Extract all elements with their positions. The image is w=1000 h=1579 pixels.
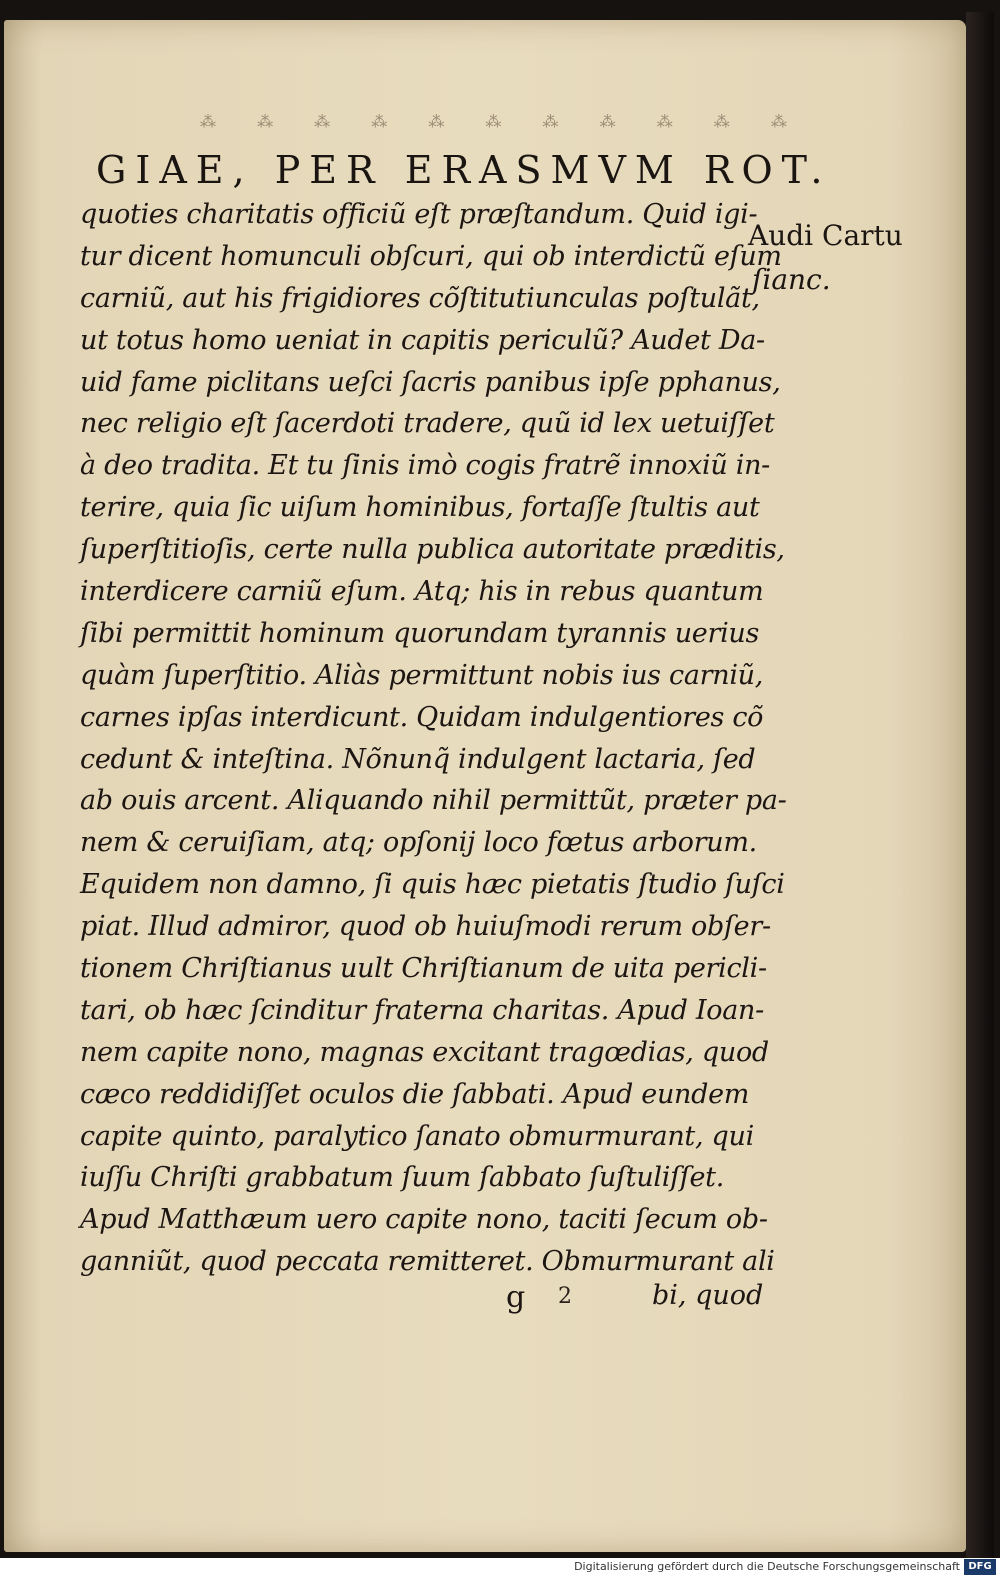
signature-mark: g: [506, 1280, 526, 1315]
marginal-note: [748, 214, 908, 302]
text-line: cæco reddidiſſet oculos die ſabbati. Apud eundem: [80, 1078, 750, 1110]
text-line: quoties charitatis officiũ eſt præſtandum. Quid igi-: [80, 199, 758, 230]
book-fore-edge: [966, 12, 994, 1560]
text-line: Apud Matthæum uero capite nono, taciti ſecum ob-: [80, 1204, 768, 1236]
text-line: à deo tradita. Et tu ſinis imò cogis fratrẽ innoxiũ in-: [80, 450, 770, 482]
text-line: nem capite nono, magnas excitant tragœdias, quod: [80, 1036, 769, 1068]
body-text: [80, 194, 787, 1283]
text-line: piat. Illud admiror, quod ob huiuſmodi rerum obſer-: [80, 911, 771, 943]
running-head: GIAE, PER ERASMVM ROT.: [96, 148, 832, 192]
digitization-footer: [0, 1558, 1000, 1579]
text-line: iuſſu Chriſti grabbatum ſuum ſabbato ſuſtuliſſet.: [80, 1162, 724, 1194]
text-line: cedunt & inteſtina. Nõnunq̃ indulgent lactaria, ſed: [80, 743, 756, 775]
text-line: tur dicent homunculi obſcuri, qui ob interdictũ eſum: [80, 240, 782, 272]
text-line: ab ouis arcent. Aliquando nihil permittũt, præter pa-: [80, 785, 787, 817]
text-line: terire, quia ſic uiſum hominibus, fortaſſe ſtultis aut: [80, 492, 760, 524]
catchword: bi, quod: [652, 1280, 764, 1311]
text-line: ganniũt, quod peccata remitteret. Obmurmurant ali: [80, 1246, 775, 1278]
text-line: nem & ceruiſiam, atq; opſonij loco fœtus arborum.: [80, 827, 757, 859]
text-line: carniũ, aut his frigidiores cõſtitutiunculas poſtulãt,: [80, 282, 760, 314]
text-line: uid fame piclitans ueſci ſacris panibus ipſe pphanus,: [80, 366, 781, 398]
marginal-note-line: Audi Cartu: [748, 219, 903, 252]
text-line: nec religio eſt ſacerdoti tradere, quũ id lex uetuiſſet: [80, 408, 775, 440]
text-line: capite quinto, paralytico ſanato obmurmurant, qui: [80, 1120, 754, 1152]
marginal-note-line: ſianc.: [752, 263, 831, 296]
text-line: ut totus homo ueniat in capitis periculũ? Audet Da-: [80, 324, 765, 356]
page-footer-line: [80, 1280, 770, 1320]
text-line: ſibi permittit hominum quorundam tyrannis uerius: [80, 617, 760, 649]
text-line: interdicere carniũ eſum. Atq; his in rebus quantum: [80, 576, 764, 608]
dfg-logo: DFG: [964, 1559, 996, 1575]
text-line: ſuperſtitioſis, certe nulla publica autoritate præditis,: [80, 534, 785, 566]
signature-number: 2: [558, 1284, 572, 1309]
decorative-ornament: ⁂ ⁂ ⁂ ⁂ ⁂ ⁂ ⁂ ⁂ ⁂ ⁂ ⁂: [200, 112, 805, 131]
text-line: tari, ob hæc ſcinditur fraterna charitas. Apud Ioan-: [80, 994, 764, 1026]
text-line: carnes ipſas interdicunt. Quidam indulgentiores cõ: [80, 701, 764, 733]
text-line: Equidem non damno, ſi quis hæc pietatis ſtudio ſuſci: [80, 869, 785, 901]
text-line: tionem Chriſtianus uult Chriſtianum de uita pericli-: [80, 953, 767, 985]
funding-credit: Digitalisierung gefördert durch die Deutsche Forschungsgemeinschaft: [574, 1560, 960, 1573]
text-line: quàm ſuperſtitio. Aliàs permittunt nobis ius carniũ,: [80, 659, 764, 691]
